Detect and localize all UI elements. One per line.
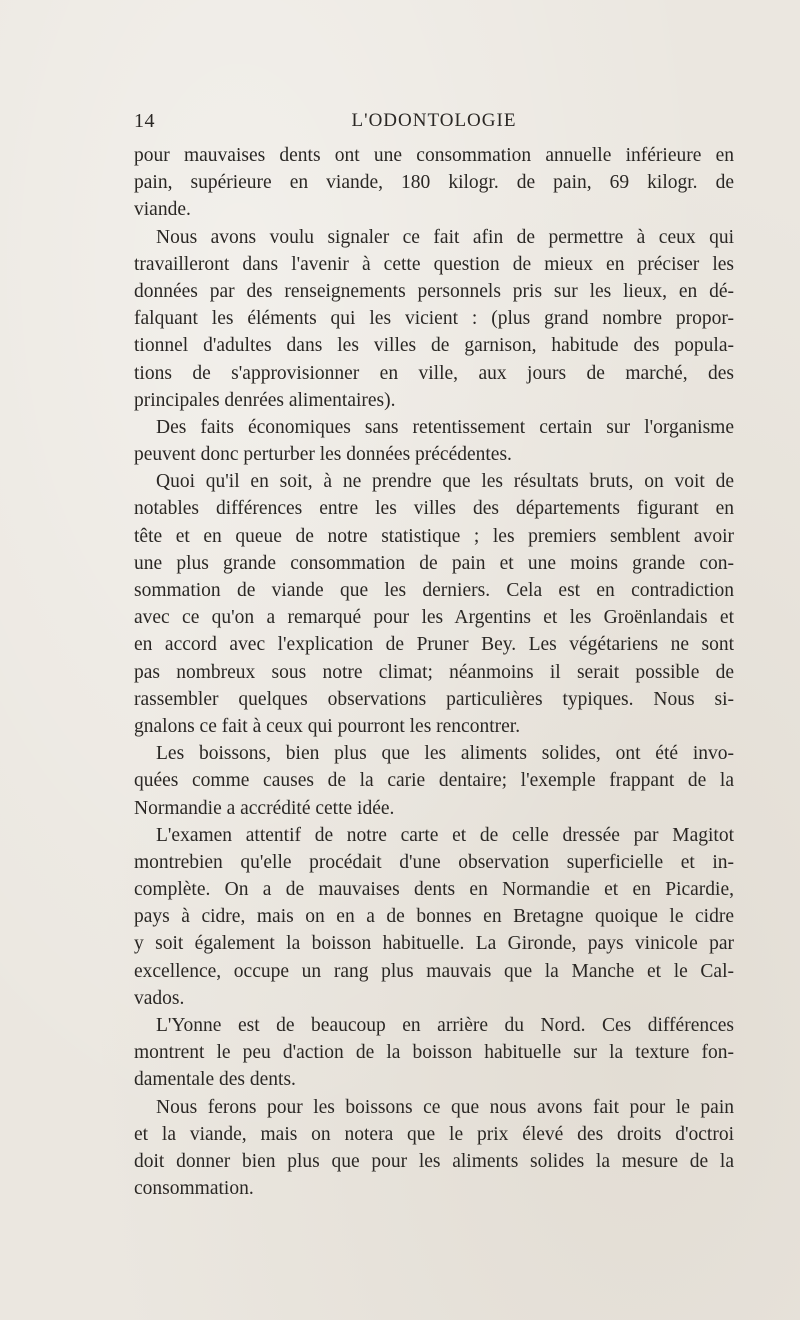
text-line: notables différences entre les villes des départements figurant en: [134, 498, 734, 520]
text-line: y soit également la boisson habituelle. La Gironde, pays vinicole par: [134, 933, 734, 955]
text-line: Normandie a accrédité cette idée.: [134, 797, 395, 819]
page-number: 14: [134, 110, 155, 132]
text-line: falquant les éléments qui les vicient : (plus grand nombre propor-: [134, 308, 734, 330]
text-line: quées comme causes de la carie dentaire; l'exemple frappant de la: [134, 770, 734, 792]
text-line: pas nombreux sous notre climat; néanmoins il serait possible de: [134, 661, 734, 683]
text-line: viande.: [134, 199, 191, 221]
text-line: montrebien qu'elle procédait d'une observation superficielle et in-: [134, 851, 734, 873]
text-line: et la viande, mais on notera que le prix élevé des droits d'octroi: [134, 1123, 734, 1145]
text-line: Quoi qu'il en soit, à ne prendre que les résultats bruts, on voit de: [156, 471, 734, 493]
text-line: principales denrées alimentaires).: [134, 389, 396, 411]
text-line: tions de s'approvisionner en ville, aux jours de marché, des: [134, 362, 734, 384]
text-line: complète. On a de mauvaises dents en Normandie et en Picardie,: [134, 879, 734, 901]
text-line: damentale des dents.: [134, 1069, 296, 1091]
text-line: doit donner bien plus que pour les aliments solides la mesure de la: [134, 1150, 734, 1172]
text-line: en accord avec l'explication de Pruner Bey. Les végétariens ne sont: [134, 634, 734, 656]
text-line: Les boissons, bien plus que les aliments solides, ont été invo-: [156, 743, 734, 765]
running-head: [134, 110, 734, 136]
text-line: une plus grande consommation de pain et une moins grande con-: [134, 552, 734, 574]
text-line: vados.: [134, 987, 185, 1009]
text-line: tionnel d'adultes dans les villes de garnison, habitude des popula-: [134, 335, 734, 357]
text-line: montrent le peu d'action de la boisson habituelle sur la texture fon-: [134, 1042, 734, 1064]
text-line: travailleront dans l'avenir à cette question de mieux en préciser les: [134, 253, 734, 275]
running-title: L'ODONTOLOGIE: [351, 110, 517, 131]
text-line: gnalons ce fait à ceux qui pourront les rencontrer.: [134, 715, 521, 737]
text-line: pays à cidre, mais on en a de bonnes en Bretagne quoique le cidre: [134, 906, 734, 928]
body-text: [134, 142, 734, 1202]
text-line: excellence, occupe un rang plus mauvais que la Manche et le Cal-: [134, 960, 734, 982]
text-line: peuvent donc perturber les données précédentes.: [134, 444, 512, 466]
text-line: tête et en queue de notre statistique ; les premiers semblent avoir: [134, 525, 734, 547]
text-line: consommation.: [134, 1178, 254, 1200]
text-line: L'examen attentif de notre carte et de celle dressée par Magitot: [156, 824, 734, 846]
text-line: Nous ferons pour les boissons ce que nous avons fait pour le pain: [156, 1096, 734, 1118]
text-line: Nous avons voulu signaler ce fait afin de permettre à ceux qui: [156, 226, 734, 248]
text-line: pour mauvaises dents ont une consommation annuelle inférieure en: [134, 145, 734, 166]
text-line: L'Yonne est de beaucoup en arrière du Nord. Ces différences: [156, 1015, 734, 1036]
text-line: avec ce qu'on a remarqué pour les Argentins et les Groënlandais et: [134, 607, 734, 629]
text-line: pain, supérieure en viande, 180 kilogr. de pain, 69 kilogr. de: [134, 172, 734, 194]
text-line: Des faits économiques sans retentissement certain sur l'organisme: [156, 416, 734, 438]
text-line: rassembler quelques observations particulières typiques. Nous si-: [134, 688, 734, 710]
text-line: sommation de viande que les derniers. Cela est en contradiction: [134, 580, 734, 601]
text-line: données par des renseignements personnels pris sur les lieux, en dé-: [134, 280, 734, 302]
